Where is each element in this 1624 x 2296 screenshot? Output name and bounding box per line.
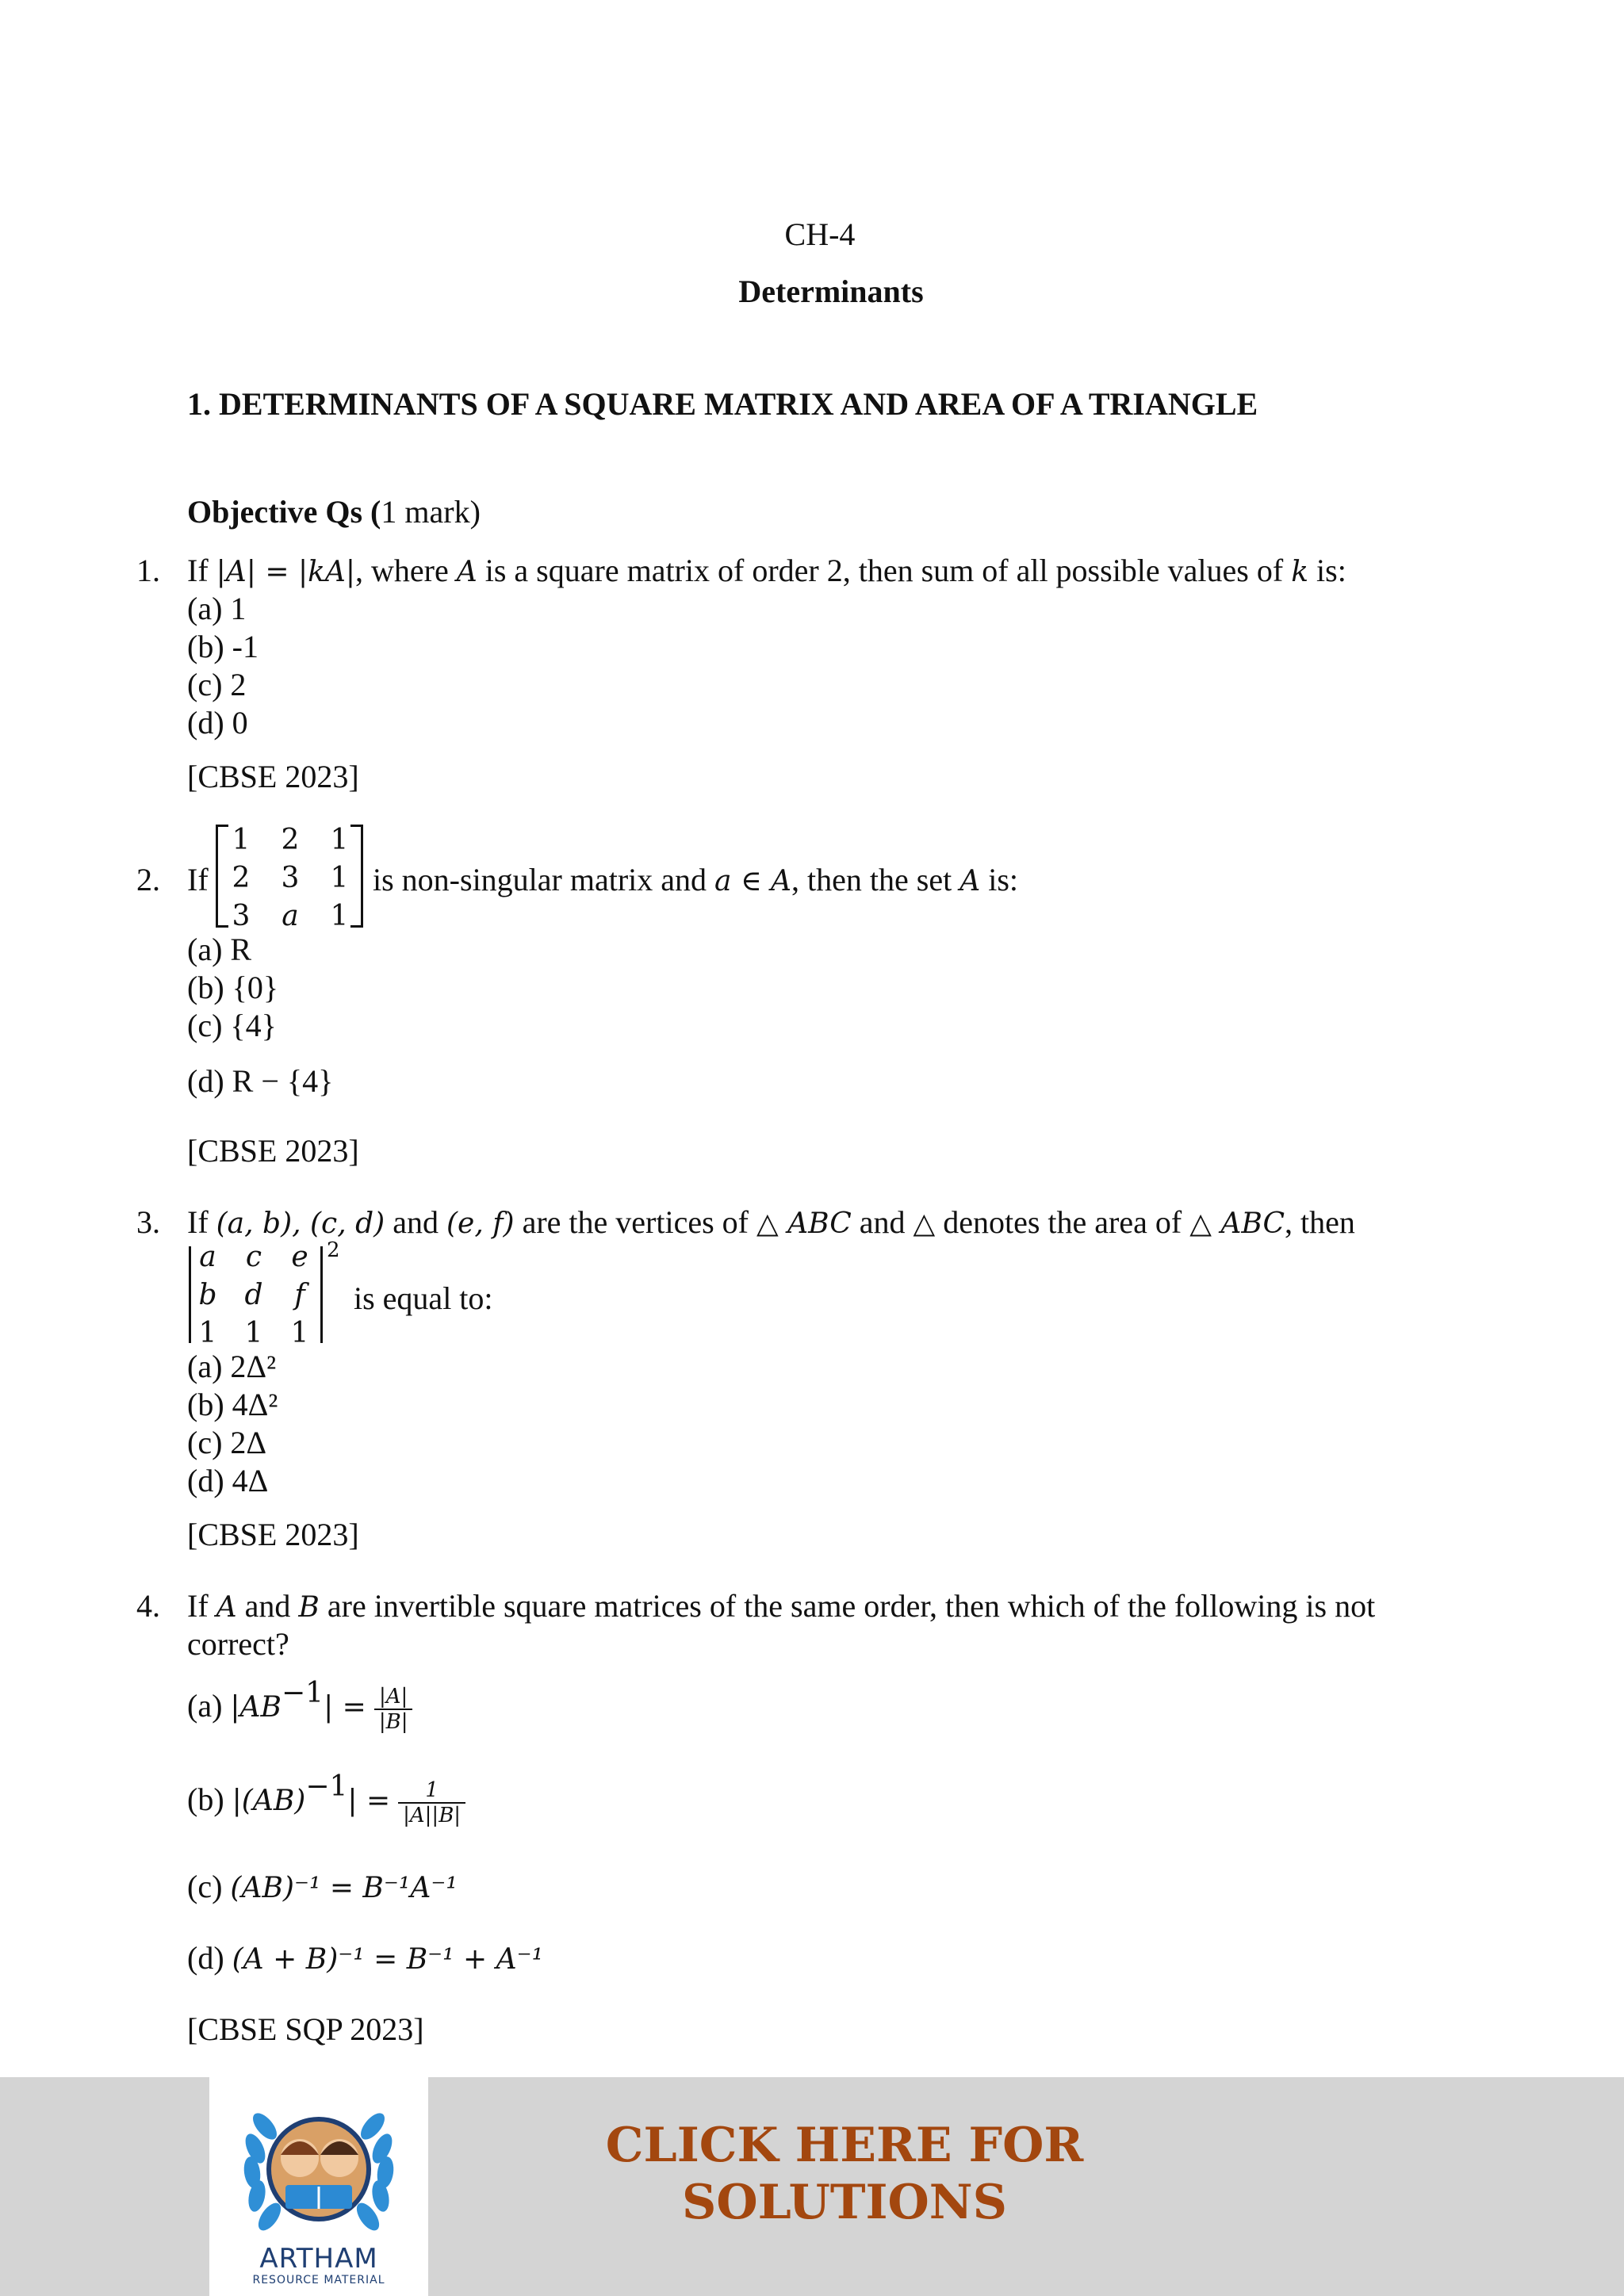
q2-matrix-cell: 3	[281, 862, 300, 894]
q3-option-b: (b) 4Δ²	[187, 1387, 278, 1422]
q1-text-a: If	[187, 553, 216, 588]
q1-option-c: (c) 2	[187, 667, 247, 702]
logo-text: ARTHAM	[259, 2243, 378, 2275]
q2-option-c: (c) {4}	[187, 1008, 277, 1043]
q1-math-b: A	[456, 556, 477, 588]
q3-math-b: (e, f)	[446, 1207, 515, 1240]
question-3-number: 3.	[136, 1204, 160, 1240]
q4-opt-d-label: (d)	[187, 1940, 232, 1976]
q4-opt-a-num: |A|	[374, 1685, 413, 1710]
q4-math-b: B	[298, 1591, 320, 1624]
q3-text-a: If	[187, 1204, 216, 1240]
logo-subtext: RESOURCE MATERIAL	[252, 2274, 385, 2286]
q4-opt-a-exp: −1	[282, 1677, 324, 1709]
q2-text-a: is non-singular matrix and	[373, 862, 715, 897]
q4-math-a: A	[216, 1591, 237, 1624]
q3-text	[187, 1203, 1355, 1243]
q4-text-line2: correct?	[187, 1626, 289, 1662]
q3-matrix-cell: a	[199, 1241, 216, 1273]
chapter-label: CH-4	[784, 216, 856, 252]
q2-matrix-cell: 1	[330, 900, 349, 932]
subheading-rest: 1 mark)	[381, 494, 481, 530]
q2-matrix-cell: 1	[330, 824, 349, 856]
q4-opt-c-math: (AB)⁻¹ = B⁻¹A⁻¹	[230, 1872, 458, 1904]
q4-option-a	[187, 1678, 412, 1736]
question-1-text	[187, 552, 1346, 591]
q4-option-c	[187, 1868, 458, 1908]
q3-text-e: denotes the area of	[935, 1204, 1190, 1240]
question-2-number: 2.	[136, 862, 160, 897]
q4-text-a: If	[187, 1588, 216, 1624]
q3-math-d: △	[913, 1207, 936, 1240]
q4-opt-b-fraction	[398, 1778, 465, 1827]
q1-math-c: k	[1291, 556, 1309, 588]
subheading-bold: Objective Qs (	[187, 494, 381, 530]
q2-option-b: (b) {0}	[187, 970, 279, 1005]
q3-text-f: , then	[1284, 1204, 1355, 1240]
q4-opt-a-fraction	[374, 1685, 413, 1734]
q1-text-c: is a square matrix of order 2, then sum of all possible values of	[477, 553, 1292, 588]
q2-matrix-cell: 3	[232, 900, 251, 932]
q3-matrix-cell: b	[198, 1279, 217, 1311]
q3-matrix-cell: 1	[244, 1317, 263, 1349]
q4-opt-c-label: (c)	[187, 1869, 231, 1904]
q2-matrix-cell: 1	[232, 824, 251, 856]
q2-math-b: A	[959, 865, 981, 897]
q2-matrix	[224, 821, 358, 936]
q1-option-b: (b) -1	[187, 629, 259, 664]
q3-matrix-cell: d	[244, 1279, 263, 1311]
q4-option-d	[187, 1939, 543, 1979]
q3-text-c: are the vertices of	[514, 1204, 756, 1240]
page-title: Determinants	[738, 274, 924, 309]
q3-matrix-cell: e	[291, 1241, 308, 1273]
q3-option-d: (d) 4Δ	[187, 1463, 269, 1498]
q2-prefix: If	[187, 862, 209, 897]
q4-opt-a-den: |B|	[378, 1709, 408, 1734]
q1-text-d: is:	[1308, 553, 1346, 588]
section-heading: 1. DETERMINANTS OF A SQUARE MATRIX AND AREA OF A TRIANGLE	[187, 386, 1258, 422]
q1-source: [CBSE 2023]	[187, 759, 359, 794]
q2-matrix-cell: 2	[232, 862, 251, 894]
q1-option-d: (d) 0	[187, 705, 248, 740]
q4-opt-b-lhs: |(AB)	[232, 1785, 306, 1817]
cta-line-2: SOLUTIONS	[682, 2175, 1007, 2230]
q3-matrix-cell: 1	[198, 1317, 217, 1349]
q2-matrix-cell: 2	[281, 824, 300, 856]
q1-text-b: , where	[355, 553, 457, 588]
q4-opt-b-mid: | =	[347, 1785, 391, 1817]
q3-math-c: △ ABC	[756, 1207, 852, 1240]
q4-opt-a-lhs: |AB	[230, 1691, 282, 1724]
q4-opt-b-den: |A||B|	[403, 1803, 462, 1827]
q2-text-c: is:	[980, 862, 1019, 897]
q1-math-a: |A| = |kA|	[216, 556, 356, 588]
q2-option-d: (d) R − {4}	[187, 1063, 334, 1099]
q3-source: [CBSE 2023]	[187, 1517, 359, 1552]
q3-matrix-suffix: is equal to:	[354, 1280, 493, 1316]
q4-text-b: and	[236, 1588, 299, 1624]
q4-opt-b-exp: −1	[305, 1770, 348, 1803]
q4-opt-b-label: (b)	[187, 1781, 232, 1817]
q4-text	[187, 1587, 1375, 1627]
q4-text-c: are invertible square matrices of the same order, then which of the following is not	[319, 1588, 1376, 1624]
q3-text-d: and	[851, 1204, 914, 1240]
q2-text-b: , then the set	[791, 862, 960, 897]
q3-math-a: (a, b), (c, d)	[216, 1207, 385, 1240]
q2-math-a: a ∈ A	[714, 865, 792, 897]
q3-option-c: (c) 2Δ	[187, 1425, 267, 1460]
cta-line-1: CLICK HERE FOR	[605, 2118, 1084, 2173]
q4-source: [CBSE SQP 2023]	[187, 2011, 424, 2047]
q4-opt-a-mid: | =	[324, 1691, 366, 1724]
artham-logo[interactable]	[209, 2076, 428, 2296]
q4-opt-d-math: (A + B)⁻¹ = B⁻¹ + A⁻¹	[232, 1943, 544, 1976]
q3-matrix-cell: 1	[290, 1317, 309, 1349]
section-subheading	[187, 493, 481, 531]
q3-text-b: and	[385, 1204, 446, 1240]
q3-power: 2	[327, 1238, 340, 1262]
question-1-number: 1.	[136, 553, 160, 588]
q3-matrix	[190, 1238, 325, 1353]
question-4-number: 4.	[136, 1588, 160, 1624]
q3-matrix-cell: c	[245, 1241, 262, 1273]
q4-opt-b-num: 1	[398, 1778, 465, 1804]
q2-source: [CBSE 2023]	[187, 1133, 359, 1169]
solutions-link[interactable]	[555, 2117, 1134, 2231]
q4-opt-a-label: (a)	[187, 1688, 231, 1724]
q2-matrix-cell: a	[282, 900, 299, 932]
q4-option-b	[187, 1771, 465, 1830]
q1-option-a: (a) 1	[187, 591, 247, 626]
q3-math-e: △ ABC	[1189, 1207, 1285, 1240]
q2-option-a: (a) R	[187, 932, 252, 967]
q3-matrix-cell: f	[294, 1279, 305, 1311]
q2-text	[373, 861, 1018, 901]
q3-option-a: (a) 2Δ²	[187, 1349, 277, 1384]
q2-matrix-cell: 1	[330, 862, 349, 894]
